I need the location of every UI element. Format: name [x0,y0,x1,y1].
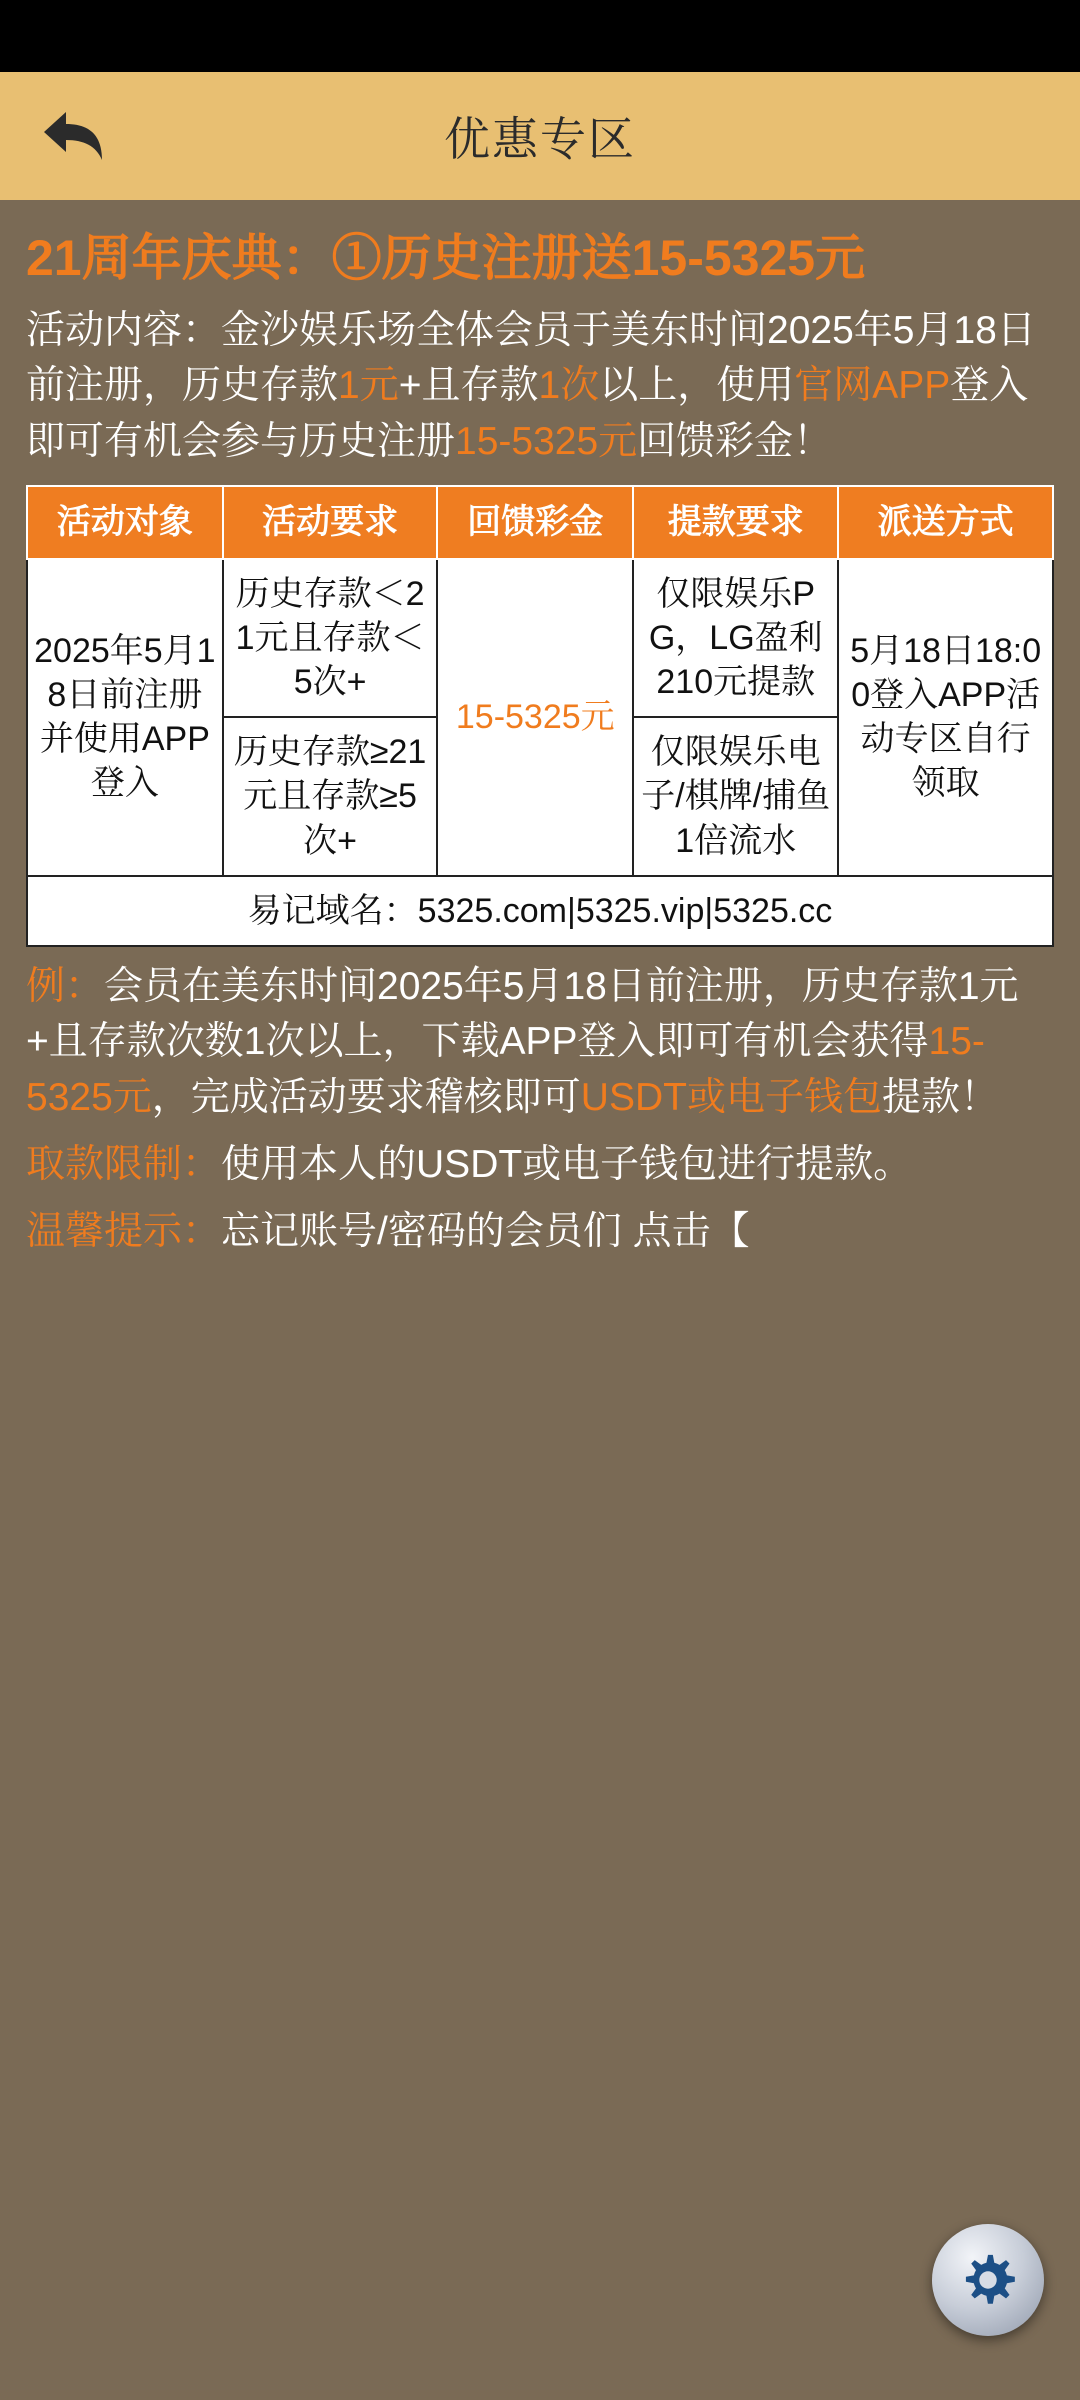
cell-withdraw-1-b: 提款 [747,663,816,701]
page-title: 优惠专区 [444,113,636,165]
table-domain-row [27,876,1053,946]
table-header-withdraw: 提款要求 [633,486,838,559]
app-bar [0,72,1080,200]
intro-hl4: 15-5325元 [455,419,638,463]
intro-seg2: +且存款 [398,364,539,408]
cell-bonus: 15-5325元 [437,559,633,876]
back-arrow-icon [36,106,110,166]
promo-content [0,200,1080,2400]
intro-hl3: 官网APP [794,364,951,408]
cell-domains[interactable]: 易记域名：5325.com|5325.vip|5325.cc [27,876,1053,946]
intro-seg3: 以上，使用 [599,364,795,408]
intro-seg1: 活动内容：金沙娱乐场全体会员于美东时间2025年5月18日前注册，历史存款 [26,309,1036,408]
warm-tips-text: 忘记账号/密码的会员们 点击【 [221,1210,750,1254]
back-button[interactable] [28,91,118,181]
intro-hl2: 1次 [538,364,600,408]
intro-seg5: 回馈彩金！ [637,419,833,463]
intro-seg4: 登入即可有机会参与历史注册 [26,364,1029,463]
example-seg1: 会员在美东时间2025年5月18日前注册，历史存款1元+且存款次数1次以上，下载APP登入即可有机会获得 [26,964,1019,1064]
withdraw-limit-text: 使用本人的USDT或电子钱包进行提款。 [221,1143,913,1187]
table-header-requirement: 活动要求 [223,486,438,559]
cell-requirement-1: 历史存款＜21元且存款＜5次+ [223,559,438,718]
table-header-row [27,486,1053,559]
promo-table [26,485,1054,947]
table-row [27,559,1053,718]
cell-withdraw-1-a: 仅限娱乐PG，LG盈利 [648,574,823,657]
example-hl1: 15-5325元 [26,1020,985,1119]
example-hl2: USDT或电子钱包 [580,1075,882,1119]
cell-requirement-2: 历史存款≥21元且存款≥5次+ [223,717,438,876]
cell-withdraw-1 [633,559,838,718]
promo-example [26,959,1054,1125]
withdraw-limit-lead: 取款限制： [26,1143,222,1187]
table-header-bonus: 回馈彩金 [437,486,633,559]
example-lead: 例： [26,964,105,1008]
intro-hl1: 1元 [338,364,399,408]
cell-withdraw-2: 仅限娱乐电子/棋牌/捕鱼1倍流水 [633,717,838,876]
settings-fab-button[interactable] [932,2224,1044,2336]
table-header-delivery: 派送方式 [838,486,1053,559]
cell-target: 2025年5月18日前注册并使用APP登入 [27,559,223,876]
warm-tips-lead: 温馨提示： [26,1210,222,1254]
status-bar [0,0,1080,72]
table-header-target: 活动对象 [27,486,223,559]
gear-icon [957,2249,1019,2311]
cell-withdraw-1-hl: 210元 [656,663,748,701]
promo-title: 21周年庆典：①历史注册送15-5325元 [26,230,866,286]
warm-tips [26,1204,1054,1259]
example-seg2: ，完成活动要求稽核即可 [151,1075,581,1119]
promo-intro [26,303,1054,469]
example-seg3: 提款！ [881,1075,999,1119]
withdraw-limit [26,1137,1054,1192]
cell-delivery: 5月18日18:00登入APP活动专区自行领取 [838,559,1053,876]
